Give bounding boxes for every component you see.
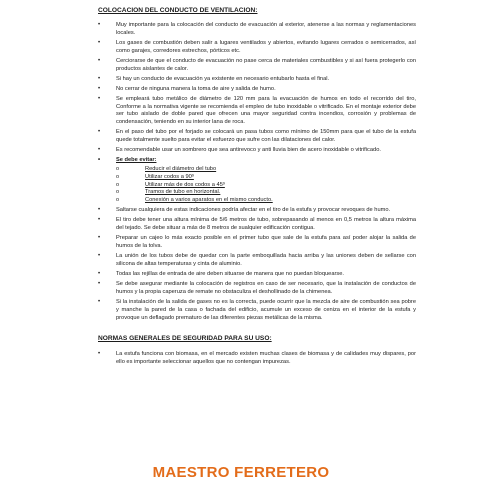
- bullet-item: • Es recomendable usar un sombrero que sea antirevoco y anti lluvia bien de acero inoxidable o vitrificado.: [98, 147, 416, 155]
- avoid-list: [116, 166, 416, 205]
- avoid-item: o Utilizar codos a 90º: [116, 174, 416, 182]
- bullet-item: • El tiro debe tener una altura mínima de 5/6 metros de tubo, sobrepasando al menos en 0,5 metros la altura máxima del tejado. Se debe situar a más de 8 metros de sualquier edificación contigua.: [98, 217, 416, 233]
- bullet-item: • Se empleará tubo metálico de diámetro de 120 mm para la evacuación de humos en todo el recorrido del tiro, Conforme a la normativa vigente se recomienda el empleo de tubo inoxidable o vitrificado. En el montaje exterior debe ser tubo aislado de doble pared que ofrecen una mayor seguridad contra incendios, corrosión y problemas de condensación, teniendo en su interior lana de roca.: [98, 96, 416, 127]
- bullet-item: • Cerciorarse de que el conducto de evacuación no pase cerca de materiales combustibles y si así fuera protegerlo con productos aislantes de calor.: [98, 58, 416, 74]
- bullet-item: • Se debe asegurar mediante la colocación de registros en caso de ser necesario, que la instalación de conductos de humos y la propia caperuza de remate no obstaculiza el deshollinado de la chimenea.: [98, 281, 416, 297]
- safety-list: [98, 351, 416, 367]
- brand-logo-text: MAESTRO FERRETERO: [152, 464, 330, 481]
- bullet-item: • Todas las rejillas de entrada de aire deben situarse de manera que no puedan bloquearse.: [98, 271, 416, 279]
- avoid-title: Se debe evitar:: [116, 157, 157, 164]
- avoid-item: o Utilizar más de dos codos a 45º: [116, 182, 416, 190]
- avoid-item: o Reducir el diámetro del tubo: [116, 166, 416, 174]
- bullet-item: • En el paso del tubo por el forjado se colocará un pasa tubos como mínimo de 150mm para que el tubo de la estufa quede totalmente suelto para evitar el esfuerzo que sufre con las dilataciones del calor.: [98, 129, 416, 145]
- avoid-item: o Conexión a varios aparatos en el mismo conducto.: [116, 197, 416, 205]
- avoid-item: o Tramos de tubo en horizontal.: [116, 189, 416, 197]
- section-heading-safety: NORMAS GENERALES DE SEGURIDAD PARA SU USO:: [98, 335, 272, 343]
- bullet-item: • Preparar un cajeo lo más exacto posible en el primer tubo que sale de la estufa para así poder alojar la salida de humos de la tolva.: [98, 235, 416, 251]
- bullet-item: • Muy importante para la colocación del conducto de evacuación al exterior, atenerse a las normas y reglamentaciones locales.: [98, 22, 416, 38]
- bullet-item: • Si hay un conducto de evacuación ya existente en necesario entubarlo hasta el final.: [98, 76, 416, 84]
- bullet-item: • La estufa funciona con biomasa, en el mercado existen muchas clases de biomasa y de calidades muy dispares, por ello es importante seleccionar aquellos que no contengan impurezas.: [98, 351, 416, 367]
- bullet-item: • Saltarse cualquiera de estas indicaciones podría afectar en el tiro de la estufa y provocar revoques de humo.: [98, 207, 416, 215]
- bullet-item: • Los gases de combustión deben salir a lugares ventilados y abiertos, evitando lugares cerrados o semicerrados, así como garajes, corredores estrechos, pórticos etc.: [98, 40, 416, 56]
- section-heading-ventilation: COLOCACION DEL CONDUCTO DE VENTILACION:: [98, 7, 258, 14]
- bullet-item: • La unión de los tubos debe de quedar con la parte emboquillada hacia arriba y las uniones deben de sellarse con silicona de altas temperaturas y cinta de aluminio.: [98, 253, 416, 269]
- bullet-item: • Si la instalación de la salida de gases no es la correcta, puede ocurrir que la mezcla de aire de combustión sea pobre y manche la pared de la casa o fachada del edificio, acumule un exceso de ceniza en el interior de la estufa y provoque un deflagado prematuro de las diferentes piezas metálicas de la misma.: [98, 299, 416, 322]
- bullet-item: • No cerrar de ninguna manera la toma de aire y salida de humo.: [98, 86, 416, 94]
- ventilation-list: [98, 22, 416, 322]
- avoid-bullet: [98, 157, 416, 205]
